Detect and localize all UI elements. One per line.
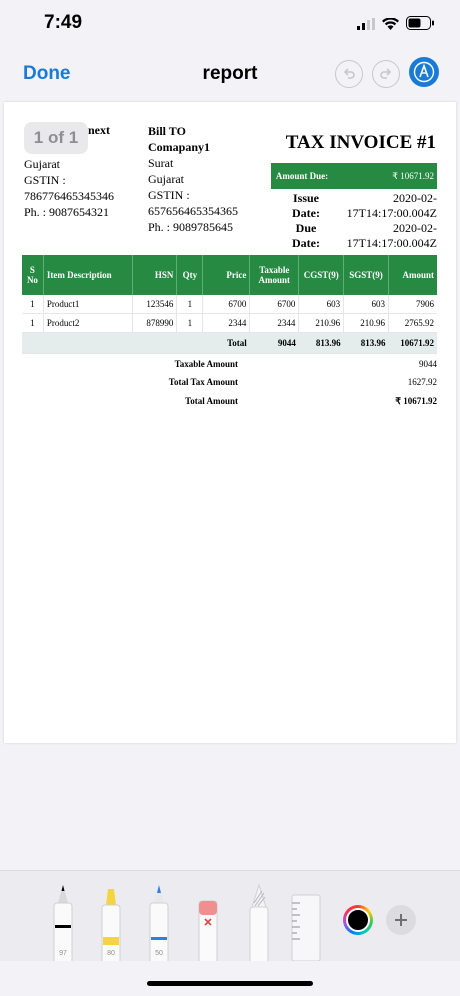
seller-phone: Ph. : 9087654321 [24,205,110,219]
total-label: Total [22,333,250,354]
summary-value: 9044 [419,359,437,369]
seller-details [24,156,144,220]
seller-gstin: 786776465345346 [24,189,114,203]
total-taxable: 9044 [250,333,299,354]
pencil-tool[interactable] [146,879,172,961]
pen-width-label: 97 [59,950,67,957]
table-total-row [22,333,437,354]
markup-pen-icon [413,61,435,83]
table-row [22,314,437,333]
amount-due-box [271,163,437,189]
cell: 603 [299,295,344,314]
issue-date-label: Date: [292,206,320,220]
total-sgst: 813.96 [344,333,389,354]
bill-to-gstin: 657656465354365 [148,204,238,218]
highlighter-tool[interactable] [98,879,124,961]
cell: 7906 [388,295,437,314]
status-time: 7:49 [44,12,83,33]
summary-label: Total Amount [185,396,238,406]
invoice-items-table [22,255,437,354]
summary-total-tax [22,377,437,387]
table-header-row [22,255,437,295]
due-date-value-part1: 2020-02- [393,221,437,235]
status-icons [357,16,434,35]
pen-tool[interactable] [50,879,76,961]
column-header: Item Description [43,255,132,295]
signal-icon [357,17,375,35]
cell: 1 [22,295,43,314]
highlighter-width-label: 80 [107,950,115,957]
issue-label: Issue [292,191,319,205]
bill-to-state: Gujarat [148,172,184,186]
cell: 1 [177,314,203,333]
seller-state: Gujarat [24,157,60,171]
undo-button[interactable] [335,60,363,88]
cell: 878990 [132,314,177,333]
invoice-title: TAX INVOICE #1 [285,132,436,153]
column-header: CGST(9) [299,255,344,295]
cell: 2344 [250,314,299,333]
lasso-icon [246,879,272,961]
column-header: S No [22,255,43,295]
page-indicator: 1 of 1 [24,122,88,154]
table-row [22,295,437,314]
seller-gstin-label: GSTIN : [24,173,66,187]
summary-label: Taxable Amount [174,359,238,369]
markup-toolbar [0,870,460,961]
redo-icon [379,67,393,81]
selected-color-swatch [346,908,370,932]
total-cgst: 813.96 [299,333,344,354]
column-header: HSN [132,255,177,295]
summary-value: ₹ 10671.92 [395,396,437,406]
wifi-icon [382,17,399,35]
cell: Product1 [43,295,132,314]
cell: 6700 [203,295,250,314]
lasso-tool[interactable] [246,879,272,961]
pencil-icon [146,879,172,961]
issue-date-value-part2: 17T14:17:00.004Z [346,206,437,220]
cell: 2344 [203,314,250,333]
color-picker-button[interactable] [343,905,373,935]
column-header: SGST(9) [344,255,389,295]
issue-date-value-part1: 2020-02- [393,191,437,205]
amount-due-value: ₹ 10671.92 [392,170,434,181]
pen-icon [50,879,76,961]
add-button[interactable] [386,905,416,935]
done-button[interactable]: Done [23,63,71,84]
cell: 603 [344,295,389,314]
status-bar [0,0,460,50]
home-indicator[interactable] [147,981,313,986]
highlighter-icon [98,879,124,961]
summary-total-amount [22,396,437,407]
ruler-tool[interactable] [290,893,322,961]
bill-to-name: Comapany1 [148,140,211,154]
seller-name: next [88,123,110,137]
bill-to-gstin-label: GSTIN : [148,188,190,202]
due-date-label: Date: [292,236,320,250]
bill-to-details [148,123,260,235]
redo-button[interactable] [372,60,400,88]
summary-label: Total Tax Amount [168,377,238,387]
navigation-bar [0,50,460,100]
column-header: Price [203,255,250,295]
bill-to-heading: Bill TO [148,124,186,138]
page-title: report [202,63,258,84]
total-amount: 10671.92 [388,333,437,354]
cell: Product2 [43,314,132,333]
summary-value: 1627.92 [407,377,437,387]
eraser-tool[interactable] [195,879,221,961]
invoice-page [4,102,456,743]
cell: 1 [22,314,43,333]
column-header: Amount [388,255,437,295]
due-date-value-part2: 17T14:17:00.004Z [346,236,437,250]
cell: 210.96 [299,314,344,333]
cell: 6700 [250,295,299,314]
due-date-row [271,221,437,251]
issue-date-row [271,191,437,221]
column-header: Taxable Amount [250,255,299,295]
due-label: Due [295,221,317,235]
plus-icon [393,912,409,928]
bill-to-city: Surat [148,156,174,170]
cell: 1 [177,295,203,314]
markup-button[interactable] [409,57,439,87]
cell: 2765.92 [388,314,437,333]
summary-taxable-amount [22,359,437,369]
amount-due-label: Amount Due: [275,170,329,181]
bill-to-phone: Ph. : 9089785645 [148,220,234,234]
battery-icon [406,16,434,35]
pencil-width-label: 50 [155,950,163,957]
ruler-icon [290,893,322,961]
cell: 123546 [132,295,177,314]
column-header: Qty [177,255,203,295]
eraser-icon [195,879,221,961]
cell: 210.96 [344,314,389,333]
undo-icon [342,67,356,81]
